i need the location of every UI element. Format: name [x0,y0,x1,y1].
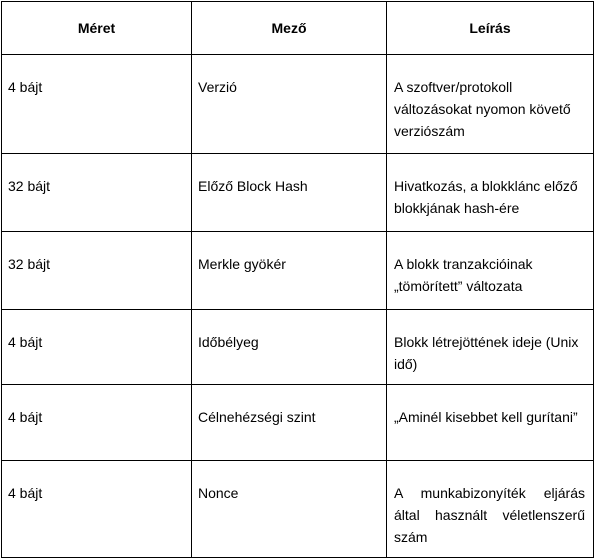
table-row [2,385,594,461]
table-row [2,55,594,154]
cell-size: 32 bájt [2,154,192,232]
cell-size: 32 bájt [2,232,192,310]
cell-size: 4 bájt [2,385,192,461]
column-header-description: Leírás [387,2,594,55]
table-row [2,461,594,558]
cell-description: A munkabizonyíték eljárás által használt véletlenszerű szám [387,461,594,558]
column-header-field: Mező [192,2,387,55]
cell-size: 4 bájt [2,55,192,154]
cell-description: A blokk tranzakcióinak „tömörített” változata [387,232,594,310]
cell-field: Célnehézségi szint [192,385,387,461]
cell-size: 4 bájt [2,461,192,558]
cell-field: Időbélyeg [192,310,387,385]
cell-size: 4 bájt [2,310,192,385]
table-header-row [2,2,594,55]
cell-description: Blokk létrejöttének ideje (Unix idő) [387,310,594,385]
cell-field: Nonce [192,461,387,558]
cell-description: Hivatkozás, a blokklánc előző blokkjának hash-ére [387,154,594,232]
table-row [2,232,594,310]
cell-description: „Aminél kisebbet kell gurítani” [387,385,594,461]
cell-field: Merkle gyökér [192,232,387,310]
block-header-table [1,1,594,558]
table-row [2,310,594,385]
cell-field: Előző Block Hash [192,154,387,232]
table-row [2,154,594,232]
cell-description: A szoftver/protokoll változásokat nyomon követő verziószám [387,55,594,154]
column-header-size: Méret [2,2,192,55]
cell-field: Verzió [192,55,387,154]
